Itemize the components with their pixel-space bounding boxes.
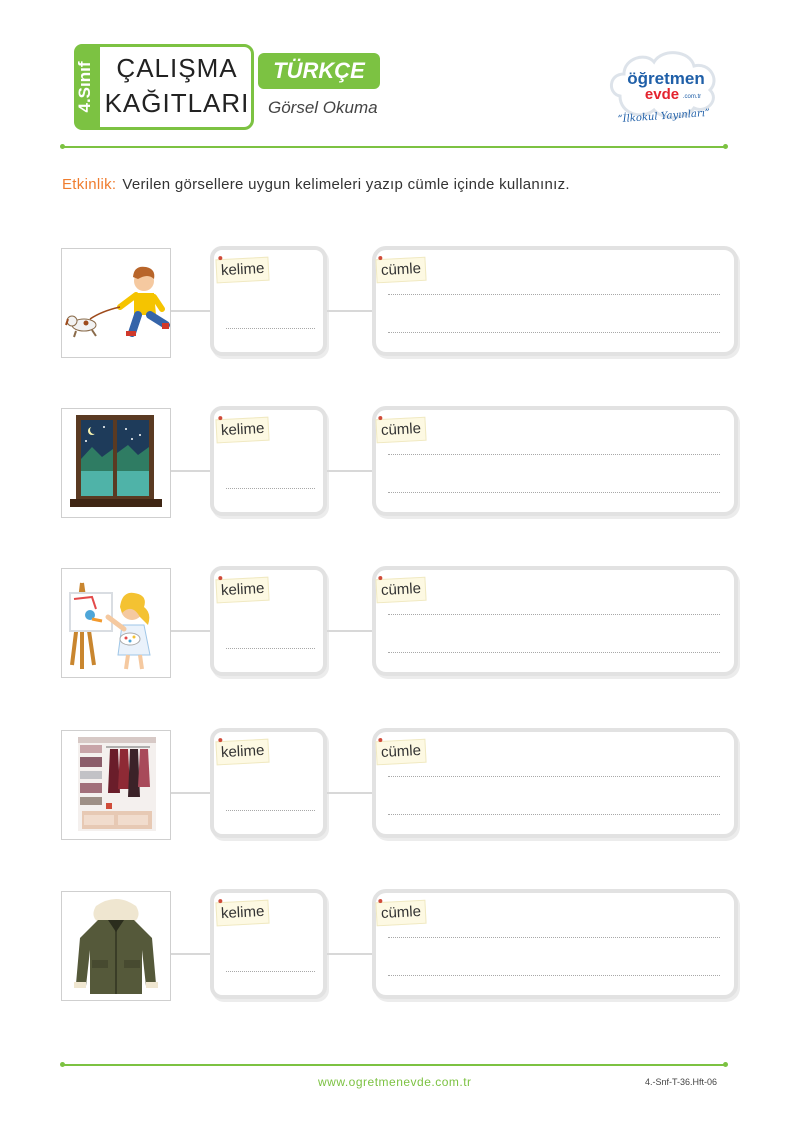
exercise-image-3: [61, 568, 171, 678]
connector-line: [327, 953, 372, 955]
exercise-image-4: [61, 730, 171, 840]
word-tag: kelime: [215, 417, 270, 444]
connector-line: [171, 792, 210, 794]
word-box-5[interactable]: [210, 889, 327, 999]
subject-badge: TÜRKÇE: [258, 53, 380, 89]
sentence-box-1[interactable]: [372, 246, 738, 356]
brand-logo: [606, 44, 722, 130]
connector-line: [327, 630, 372, 632]
sentence-box-4[interactable]: [372, 728, 738, 838]
connector-line: [327, 470, 372, 472]
header-divider: [62, 146, 726, 148]
exercise-image-1: [61, 248, 171, 358]
sentence-answer-line[interactable]: [388, 454, 720, 455]
exercise-image-5: [61, 891, 171, 1001]
title-line-1: ÇALIŞMA: [116, 53, 238, 83]
footer-code: 4.-Snf-T-36.Hft-06: [645, 1077, 718, 1087]
wardrobe-icon: [62, 731, 170, 839]
connector-line: [171, 470, 210, 472]
sentence-answer-line[interactable]: [388, 492, 720, 493]
connector-line: [171, 310, 210, 312]
sentence-tag: cümle: [375, 257, 426, 284]
word-tag: kelime: [215, 577, 270, 604]
logo-tagline: “İlkokul Yayınları”: [617, 107, 711, 126]
word-tag: kelime: [215, 900, 270, 927]
exercise-row-4: [0, 725, 794, 841]
sentence-tag: cümle: [375, 417, 426, 444]
word-answer-line[interactable]: [226, 328, 315, 329]
logo-brand-bottom: evde: [644, 86, 680, 103]
sentence-answer-line[interactable]: [388, 975, 720, 976]
instruction-label: Etkinlik:: [62, 176, 117, 193]
girl-painting-easel-icon: [62, 569, 170, 677]
exercise-row-1: [0, 243, 794, 359]
subtitle: Görsel Okuma: [268, 98, 378, 117]
word-box-1[interactable]: [210, 246, 327, 356]
word-box-4[interactable]: [210, 728, 327, 838]
sentence-box-5[interactable]: [372, 889, 738, 999]
title-line-2: KAĞITLARI: [104, 88, 250, 118]
exercise-row-3: [0, 563, 794, 679]
word-answer-line[interactable]: [226, 648, 315, 649]
grade-label: 4.Sınıf: [75, 61, 94, 113]
sentence-answer-line[interactable]: [388, 614, 720, 615]
sentence-box-2[interactable]: [372, 406, 738, 516]
word-answer-line[interactable]: [226, 971, 315, 972]
word-answer-line[interactable]: [226, 488, 315, 489]
sentence-answer-line[interactable]: [388, 937, 720, 938]
logo-brand-top: öğretmen: [627, 69, 705, 88]
connector-line: [171, 953, 210, 955]
sentence-tag: cümle: [375, 577, 426, 604]
sentence-tag: cümle: [375, 900, 426, 927]
connector-line: [171, 630, 210, 632]
logo-brand-suffix: .com.tr: [682, 94, 702, 100]
exercise-image-2: [61, 408, 171, 518]
winter-coat-icon: [62, 892, 170, 1000]
instruction-text: Verilen görsellere uygun kelimeleri yazıp cümle içinde kullanınız.: [122, 176, 570, 193]
sentence-answer-line[interactable]: [388, 814, 720, 815]
exercise-row-2: [0, 403, 794, 519]
word-tag: kelime: [215, 739, 270, 766]
sentence-answer-line[interactable]: [388, 776, 720, 777]
word-answer-line[interactable]: [226, 810, 315, 811]
boy-walking-dog-icon: [62, 249, 170, 357]
footer-website[interactable]: www.ogretmenevde.com.tr: [318, 1075, 472, 1089]
night-window-icon: [62, 409, 170, 517]
connector-line: [327, 310, 372, 312]
sentence-box-3[interactable]: [372, 566, 738, 676]
footer-divider: [62, 1064, 726, 1066]
sentence-answer-line[interactable]: [388, 652, 720, 653]
sentence-tag: cümle: [375, 739, 426, 766]
word-box-3[interactable]: [210, 566, 327, 676]
connector-line: [327, 792, 372, 794]
word-tag: kelime: [215, 257, 270, 284]
exercise-row-5: [0, 886, 794, 1002]
instruction: [62, 176, 570, 193]
cloud-logo-icon: [606, 44, 722, 130]
sentence-answer-line[interactable]: [388, 294, 720, 295]
word-box-2[interactable]: [210, 406, 327, 516]
sentence-answer-line[interactable]: [388, 332, 720, 333]
